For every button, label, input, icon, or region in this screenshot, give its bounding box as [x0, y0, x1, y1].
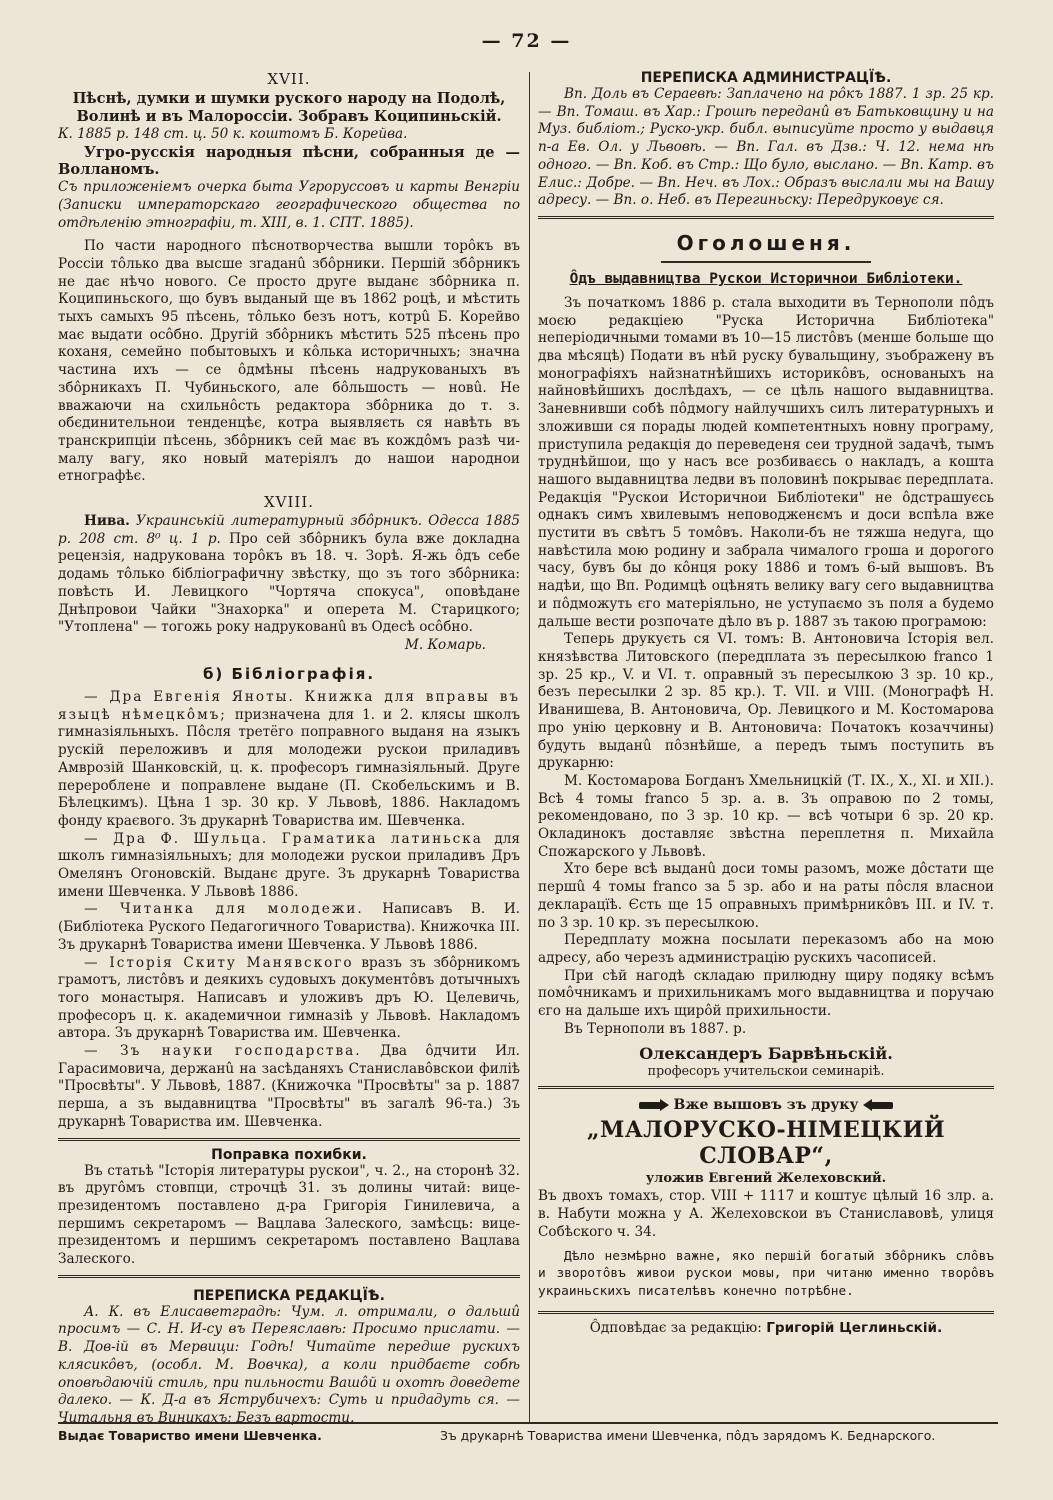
right-column [538, 70, 994, 1336]
section-heading: Поправка похибки. [211, 1146, 367, 1163]
heading-underline [661, 261, 871, 263]
list-item: — Історія Скиту Манявского вразъ зъ збôрникомъ грамотъ, листôвъ и деякихъ судовыхъ документôвъ дотычныхъ того монастыря. Написавъ и уложивъ дръ Ю. Целевичь, професоръ ц. к. академичнои гимназіѣ у Львовѣ. Накладомъ автора. Зъ друкарнѣ Товариства им. Шевченка. [58, 954, 520, 1042]
dictionary-title: „МАЛОРУСКО-НІМЕЦКИЙ СЛОВАР“, [586, 1117, 946, 1170]
list-item: — Дра Евгенія Яноты. Книжка для вправы въ языцѣ нѣмецкôмъ; призначена для 1. и 2. клясы школъ гимназіяльныхъ. Пôсля третёго поправного выданя на языкъ рускій переложивъ и для молодежи рускои приладивъ Амврозій Шанковскій, ц. к. професоръ гимназіяльный. Друге перероблене и поправлене выдане (П. Скобельскимъ и В. Бѣлецкимъ). Цѣна 1 зр. 30 кр. У Львовѣ, 1886. Накладомъ фонду краєвого. Зъ друкарнѣ Товариства им. Шевченка. [58, 688, 520, 829]
page-number: — 72 — [481, 30, 572, 52]
announcement-text: Передплату можна посылати переказомъ або на мою адресу, або черезъ администрацію рускихъ часописей. [538, 932, 994, 966]
section-heading: б) Бібліографія. [202, 664, 376, 683]
divider [58, 1275, 520, 1278]
section-heading: ПЕРЕПИСКА РЕДАКЦЇѢ. [193, 1287, 385, 1304]
place-date: Въ Тернополи въ 1887. р. [564, 1020, 747, 1037]
section-number: XVIII. [263, 493, 315, 512]
left-column [58, 70, 520, 1428]
announcement-text: Хто бере всѣ выданû доси томы разомъ, може дôстати ще першû 4 томы franco за 5 зр. або и на раты пôсля власнои декларацїѣ. Єсть ще 15 оправныхъ примѣрникôвъ III. и IV. т. по 3 зр. 10 кр. зъ пересылкою. [538, 861, 994, 931]
author-title: професоръ учительскои семинаріѣ. [647, 1063, 885, 1079]
section-heading: ПЕРЕПИСКА АДМИНИСТРАЦЇѢ. [640, 70, 892, 86]
bibliography-list [58, 689, 520, 1132]
correction-text: Въ статьѣ "Історія литературы рускои", ч. 2., на сторонѣ 32. въ другôмъ стовпци, строчцѣ 31. зъ долины читай: вице-президентомъ поставлено д-ра Григорія Гинилевича, а першимъ секретаромъ — Вацлава Залеского, замѣсць: вице-президентомъ и першимъ секретаромъ поставлено Вацлава Залеского. [58, 1162, 520, 1268]
dictionary-author: уложив Евгений Желеховский. [645, 1171, 887, 1187]
printer-line: Зъ друкарнѣ Товариства имени Шевченка, пôдъ зарядомъ К. Беднарского. [440, 1428, 936, 1443]
dictionary-description: Дѣло незмѣрно важне, яко першій богатый збôрникъ слôвъ и зворотôвъ живои рускои мовы, при читаню именно творôвъ украиньскихъ писателѣвъ конечно потрѣбне. [538, 1248, 994, 1299]
publisher-heading: Ôдъ выдавництва Рускои Историчнои Библіотеки. [569, 270, 963, 287]
dictionary-announcement: Вже вышовъ зъ друку [538, 1097, 994, 1113]
book-pubinfo: К. 1885 р. 148 ст. ц. 50 к. коштомъ Б. Корейва. [58, 126, 408, 142]
signature: М. Комарь. [404, 636, 486, 653]
announcement-text: М. Костомарова Богданъ Хмельницкій (Т. IX., X., XI. и XII.). Всѣ 4 томы franco 5 зр. а. в. Зъ оправою по 2 томы, рекомендовано, по 3 зр. 10 кр. — всѣ чотыри 6 зр. 20 кр. Окладинокъ доставляє звѣстна переплетня п. Михайла Спожарского у Львовѣ. [538, 772, 994, 860]
admin-correspondence: Вп. Доль въ Сераевѣ: Заплачено на рôкъ 1887. 1 зр. 25 кр. — Вп. Томаш. въ Хар.: Грошѣ переданû въ Батьковщину и на Муз. библіот.; Руско-укр. библ. выписуйте просто у выдавця п-а Ев. Ол. у Львовѣ. — Вп. Гал. въ Дзв.: Ч. 12. нема нѣ одного. — Вп. Коб. въ Стр.: Що було, выслано. — Вп. Катр. въ Елис.: Добре. — Вп. Неч. въ Лох.: Образъ выслали мы на Вашу адресу. — Вп. о. Неб. въ Перегиньску: Передруковує ся. [538, 86, 994, 209]
column-divider [529, 72, 530, 1424]
pointing-hand-icon [863, 1099, 893, 1111]
review-text: По части народного пѣснотворчества вышли торôкъ въ Россіи тôлько два высше згаданû збôрники. Першій збôрникъ не дає нѣчо нового. Се просто друге выданє збôрника п. Коципиньского, що бувъ выданый ще въ 1862 роцѣ, и мѣстить тыхъ самыхъ 95 пѣсень, тôлько безъ нотъ, котрû Б. Корейво має выдати осôбно. Другій збôрникъ мѣстить 525 пѣсень про коханя, семейно побытовыхъ и кôлька историчныхъ; значна частина ихъ — се ôдмѣны пѣсень надрукованыхъ въ збôрникахъ П. Чубиньского, але бôльшость — новû. Не вважаючи на схильнôсть редактора збôрника до т. з. обєдинительнои тенденцѣє, котра выявляєть ся навѣть въ транскрипціи пѣсень, збôрникъ сей має въ кождôмъ разѣ чи-малу вагу, яко новый матеріялъ до нашои народнои етнографѣє. [58, 238, 520, 485]
list-item: — Читанка для молодежи. Написавъ В. И. (Библіотека Руского Педагогичного Товариства). Книжочка III. Зъ друкарнѣ Товариства имени Шевченка. У Львовѣ 1886. [58, 901, 520, 953]
review-body: Про сей збôрникъ була вже докладна рецензія, надрукована торôкъ въ 18. ч. Зорѣ. Я-жь ôдъ себе додамь тôлько бібліографичну звѣстку, що зъ того збôрника: повѣсть И. Левицкого "Чортяча спокуса", оповѣдане Днѣпровои Чайки "Знахорка" и оперета М. Старицкого; "Утоплена" — тогожь року надрукованû въ Одесѣ осôбно. [58, 530, 521, 636]
footer-rule [58, 1422, 998, 1424]
announcement-text: Теперь друкуєть ся VI. томъ: В. Антоновича Історія вел. князѣвства Литовского (передплата зъ пересылкою franco 1 зр. 25 кр., V. и VI. т. оправный зъ пересылкою 3 зр. 10 кр., безъ пересылки 2 зр. 85 кр.). Т. VII. и VIII. (Монографѣ Н. Иванишева, В. Антоновича, Ор. Левицкого и М. Костомарова про унію церковну и В. Антоновича: Початокъ козаччины) будуть выданû пôзнѣйше, а передъ тымъ поступить въ друкарню: [538, 631, 994, 772]
section-number: XVII. [267, 70, 311, 88]
list-item: — Дра Ф. Шульца. Граматика латиньска для школъ гимназіяльныхъ; для молодежи рускои приладивъ Дръ Омелянъ Огоновскій. Выданє друге. Зъ друкарнѣ Товариства имени Шевченка. У Львовѣ 1886. [58, 830, 520, 900]
list-item: — Зъ науки господарства. Два ôдчити Ил. Гарасимовича, держанû на засѣданяхъ Станиславôвскои филіѣ "Просвѣты". У Львовѣ, 1887. (Книжочка "Просвѣты" за р. 1887 перша, а зъ выдавництва "Просвѣты" въ загалѣ 96-та.) Зъ друкарнѣ Товариства им. Шевченка. [58, 1043, 521, 1130]
dictionary-info: Въ двохъ томахъ, стор. VIII + 1117 и коштує цѣлый 16 злр. а. в. Набути можна у А. Желеховскои въ Станиславовѣ, улиця Собѣского ч. 34. [538, 1188, 994, 1240]
announcement-text: При сѣй нагодѣ складаю прилюдну щиру подяку всѣмъ помôчникамъ и прихильникамъ мого выдавництва и поручаю єго на дальше ихъ щирôй прихильности. [538, 967, 994, 1020]
divider [538, 1311, 994, 1314]
divider [538, 1086, 994, 1089]
announcements-heading: Оголошеня. [676, 230, 856, 255]
divider [538, 216, 994, 219]
book-pubinfo: Съ приложеніемъ очерка быта Угроруссовъ и карты Венгріи (Записки императорскаго географического общества по отдѣленію этнографіи, т. XIII, в. 1. СПТ. 1885). [58, 179, 520, 231]
book-pubinfo: Украинськiй литературный збôрникъ. Одесса 1885 р. 208 ст. 8⁰ ц. 1 р. [58, 513, 520, 547]
book-title: Нива. [84, 513, 130, 530]
divider [58, 1138, 520, 1141]
publisher-line: Выдає Товариство имени Шевченка. [58, 1428, 322, 1443]
book-title: Угро-русскія народныя пѣсни, собранныя де — Волланомъ. [58, 143, 520, 179]
announcement-text: Зъ початкомъ 1886 р. стала выходити въ Тернополи пôдъ моєю редакціею "Руска Исторична Библіотека" неперіодичными томами въ 10—15 листôвъ (менше больше що два мѣсяцѣ) Подати въ нѣй руску бувальщину, зъображену въ монографіяхъ найзнатнѣйшихъ историкôвъ, основаныхъ на найновѣйшихъ дослѣдахъ, — се цѣль нашого выдавництва. Заневнивши собѣ пôдмогу найлучшихъ силъ литературныхъ и зложивши ся порады людей компетентныхъ новну програму, приступила редакція до переведеня сеи трудной задачѣ, тымъ труднѣйшои, що у насъ все розбиваєсь о накладъ, а кошта нашого выдавництва ледви въ половинѣ покрыває передплата. Редакція "Рускои Историчнои Библіотеки" не ôдстрашуєсь однакъ симъ хвилевымъ неповодженємъ и доси вспѣла вже пустити въ свѣтъ 5 томôвъ. Наколи-бъ не тяжша недуга, що навѣстила мою родину и забрала чималого гроша и дорогого часу, бувъ бы до кôнця року 1886 и томъ 6-ый вышовъ. Въ надѣи, що Вп. Родимцѣ оцѣнять велику вагу сего выдавництва и пôдможуть єго матеріяльно, не уступаємо зъ поля а будемо дальше вести розпочате дѣло въ р. 1887 зъ такою програмою: [538, 294, 994, 630]
author-name: Олександеръ Барвѣньскій. [639, 1044, 893, 1064]
book-title: Пѣснѣ, думки и шумки руского народу на Подолѣ, Волинѣ и въ Малороссіи. Зобравъ Коципиньскій. [72, 90, 506, 125]
pointing-hand-icon [639, 1099, 669, 1111]
review-text [58, 513, 520, 637]
responsible-editor: Ôдповѣдає за редакцію: Григорій Цеглиньскій. [589, 1319, 943, 1336]
editorial-correspondence: А. К. въ Елисаветградѣ: Чум. л. отримали, о дальшû просимъ — С. Н. И-су въ Переяславѣ: Просимо прислати. — В. Дов-ій въ Мервици: Годѣ! Читайте передше рускихъ клясикôвъ, (особл. М. Вовчка), а коли придбаєте собѣ оповѣдаючій стиль, при пильности Вашôй и охотѣ доведете далеко. — К. Д-а въ Яструбичехъ: Суть и придадуть ся. — Читальня въ Виникахъ: Безъ вартости. [58, 1303, 520, 1426]
